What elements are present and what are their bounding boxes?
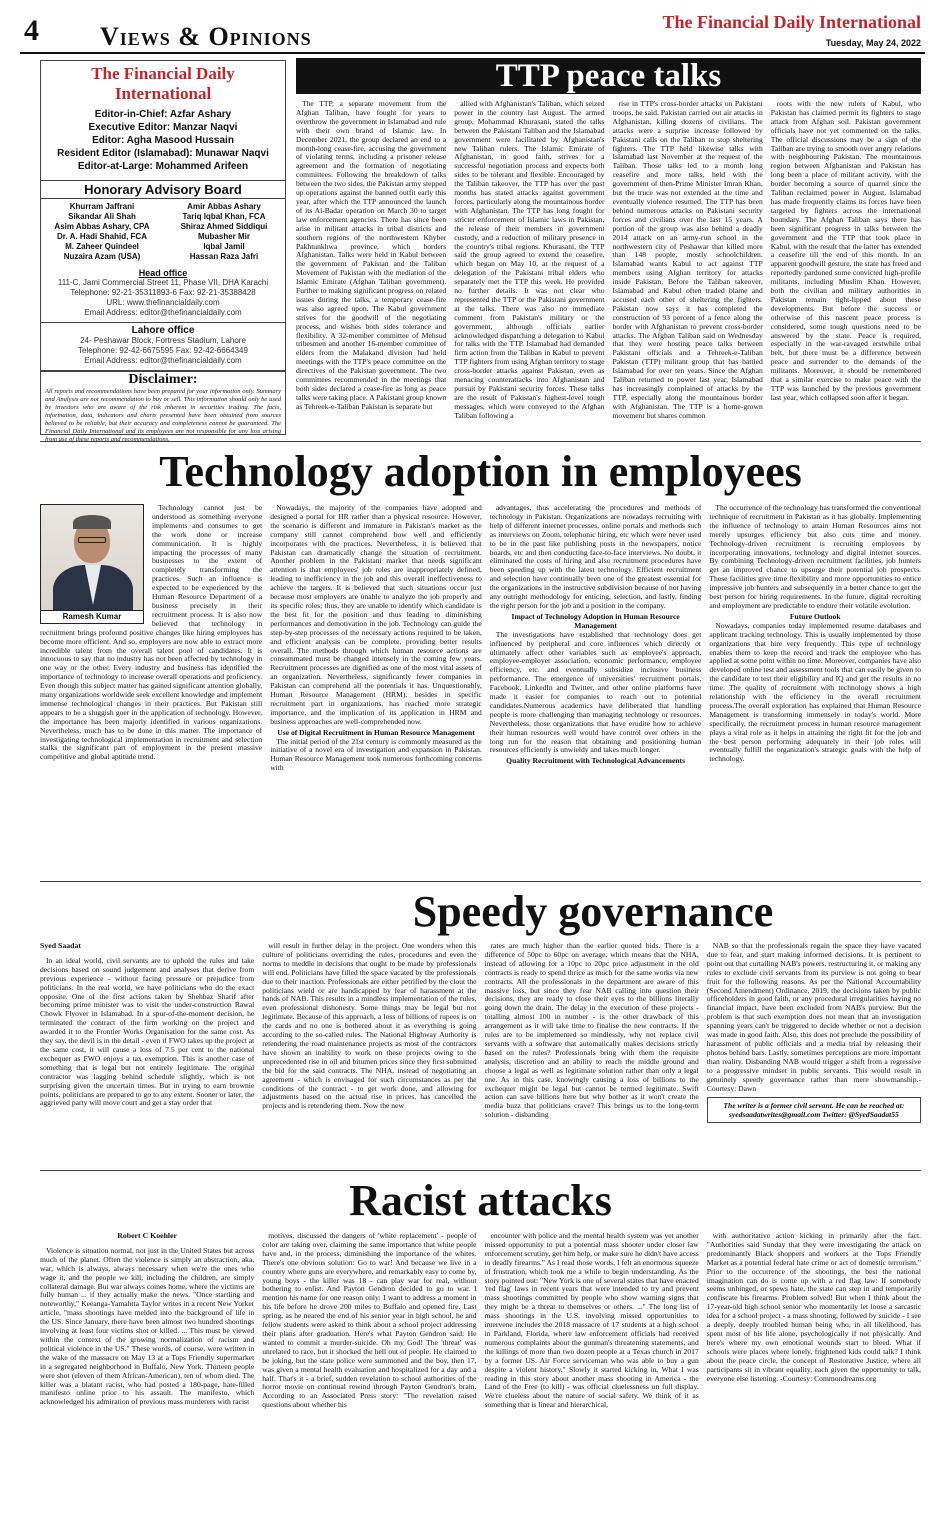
editor-line: Editor-in-Chief: Azfar Ashary — [94, 109, 232, 120]
article-column — [40, 504, 262, 876]
tech-article-body — [40, 504, 921, 876]
racist-headline: Racist attacks — [349, 1176, 612, 1225]
head-office-title: Head office — [138, 268, 188, 278]
article-text: rates are much higher than the earlier quoted bids. There is a difference of 50pc to 60pc on average, which means that the NHA, instead of allowing for a 10pc to 20pc price adjustment in the old contracts is ready to spend thrice as much for the same works via new contracts. All the professionals in the department are aware of this massive loss, but since they fear NAB calling into question their decisions, they are ready to close their eyes to the billions literally going down the drain. The delay in the execution of these projects - totalling almost 100 in number - is the other drawback of this arrangement as it will take time to finalise the new contracts. If the rules are to be implemented so mindlessly, why not replace civil servants with a software that automatically makes decisions strictly based on the rules? Professionals bring with them the requisite analysis, discretion and an ability to reach the middle ground and choose a legal as well as legitimate solution rather than only a legal one. As in this case, knowingly causing a loss of billions to the exchequer might be legal but cannot be termed legitimate. Swift action can save billions here but why bother as it won't create the media buzz that politicians crave? This brings us to the long-term solution - disbanding — [484, 942, 699, 1120]
url-line: URL: www.thefinancialdaily.com — [106, 298, 220, 307]
speedy-article-body — [40, 942, 921, 1164]
article-column — [485, 942, 699, 1164]
author-photo — [40, 504, 144, 624]
advisory-board-title: Honorary Advisory Board — [41, 180, 285, 199]
author-name: Ramesh Kumar — [41, 610, 143, 623]
lahore-office-title: Lahore office — [41, 322, 285, 336]
article-column — [262, 1232, 476, 1524]
article-column — [709, 504, 921, 876]
board-member: Tariq Iqbal Khan, FCA — [182, 212, 266, 221]
publication-date: Tuesday, May 24, 2022 — [825, 38, 921, 48]
article-text: motives, discussed the dangers of 'white replacement' - people of color are taking over, claiming the same importance that white people have and, in the process, diminishing the importance of the whites. There's one obvious solution: Go to war! And because we live in a country where guns are everywhere, and remarkably easy to come by, young boys - the killer was 18 - can play war for real, without bothering to enlist. And Payton Gendron decided to go to war. I mention his name for one reason only: I want to address a moment in his life before he drove 200 miles to Buffalo and opened fire. Last spring, as he neared the end of his senior year in high school, he and fellow students were asked to think about a school project addressing their plans after graduation. Here's what Payton Gendron said: He wanted to commit a murder-suicide. Oh my God! The 'threat' was unrelated to race, but it shocked the hell out of people. He claimed to be joking, but the state police were summoned and the boy, then 17, was given a mental health evaluation and hospitalized for a day and a half. That's it - a brief, sudden revelation to school authorities of the horror movie on continual rewind through Payton Gendron's brain. According to an Associated Press story: "The revelation raised questions about whether his — [262, 1232, 477, 1410]
article-text: allied with Afghanistan's Taliban, which seized power in the country last August. The armed group, Mohammad Khurasani, stated the talks between the Pakistani Taliban and the Islamabad government were facilitated by Afghanistan's new Taliban rulers. The Islamic Emirate of Afghanistan, in good faith, strives for a successful negotiation process and expects both sides to be tolerant and flexible. Encouraged by the Taliban takeover, the TTP has over the past months has stated attacks against government forces, particularly along the mountainous border with Afghanistan. The TTP has long fought for stricter enforcement of Islamic laws in Pakistan, the release of their members in government custody, and a reduction of military presence in the country's tribal regions. Khurasani, the TTP said the group agreed to extend the ceasefire, which began on May 10, at the request of a delegation of the Pakistani tribal elders who separately met the TTP this week. He provided no further details. It was not clear who represented the TTP or the Pakistani government at the talks. There was also no immediate comment from Pakistan's military or the government, although officials earlier acknowledged dispatching a delegation to Kabul for talks with the TTP. Islamabad had demanded firm action from the Taliban in Kabul to prevent TTP fighters from using Afghan territory to stage cross-border attacks against Pakistan, even as menacing counterattacks into Afghanistan and pursuit by Pakistani security forces. These talks are the result of Pakistan's highest-level tough messages, which were conveyed to the Afghan Taliban following a — [454, 100, 605, 420]
newspaper-brand: The Financial Daily International — [662, 12, 921, 32]
author-byline: Robert C Koehler — [117, 1232, 177, 1240]
subheading: Quality Recruitment with Technological Advancements — [506, 756, 686, 766]
board-member: Dr. A. Hadi Shahid, FCA — [57, 232, 147, 241]
racist-article-body — [40, 1232, 921, 1524]
article-column — [296, 100, 446, 437]
lahore-office-address — [41, 336, 285, 366]
article-column — [40, 1232, 254, 1524]
head-office-address — [41, 278, 285, 318]
editor-line: Resident Editor (Islamabad): Munawar Naqvi — [57, 148, 269, 159]
author-note: The writer is a former civil servant. He can be reached at: syedsaadatwrites@gmail.com Twitter: @SyedSaadat55 — [707, 1097, 921, 1123]
email-line: Email Address: editor@thefinancialdaily.com — [84, 356, 242, 365]
article-text: rise in TTP's cross-border attacks on Pakistani troops, he said. Pakistan carried out air attacks in Afghanistan, killing dozens of civilians. The attacks were a surprise increase followed by Pakistani calls on the Taliban to stop sheltering fighters. The TTP held likewise talks with Islamabad last November at the request of the Taliban. Those talks led to a month long ceasefire and more talks, held with the government of then-Prime Minister Imran Khan, but the truce was not extended at the time and eventually violence resumed. The TTP has been behind numerous attacks on Pakistani security forces and civilians over the last 15 years. A portion of the group was also behind a deadly 2014 attack on an army-run school in the northwestern city of Peshawar that killed more than 148 people, mostly schoolchildren. Islamabad wants Kabul to act against TTP members using Afghan territory for attacks inside Pakistan. Before the Taliban takeover, Islamabad and Kabul often traded blame and accused each other of sheltering the fighters. Pakistan now says it has completed the construction of 93 percent of a fence along the border with Afghanistan to prevent cross-border attacks. The Afghan Taliban said on Wednesday that they were hosting peace talks between Pakistani officials and a Tehreek-e-Taliban Pakistan (TTP) militant group that has battled Islamabad for over ten years. Since the Afghan Taliban returned to power last year, Islamabad has increasingly complained of attacks by the TTP, especially along the mountainous border with Afghanistan. The TTP is a home-grown movement but shares common — [612, 100, 763, 420]
subheading: Use of Digital Recruitment in Human Resource Management — [277, 727, 475, 737]
article-text: Nowadays, companies today implemented resume databases and applicant tracking technology. This is usually implemented by those organizations that hire very frequently. This type of technology enables them to keep the record and track the employee who has applied at some point within no time. Moreover, companies have also developed online test and assessment tools that can easily be given to the candidate to test their eligibility and IQ and get the results in no time. The quality of recruitment with technology shows a high relationship with the efficiency in the overall recruitment process.The overall exploration has explained that Human Resource Management is transforming immensely in today's world. More specifically, the recruitment process in human resource management plays a vital role as it helps in attaining the right fit for the job and the best person performing adequately in their job roles will eventually fulfill the organization's strategic goals with the help of technology. — [709, 620, 922, 764]
board-member: Shiraz Ahmed Siddiqui — [180, 222, 268, 231]
phone-line: Telephone: 92-21-35311893-6 Fax: 92-21-35388428 — [70, 288, 256, 297]
masthead-title: The Financial Daily International — [91, 64, 235, 103]
article-text: The TTP, a separate movement from the Afghan Taliban, have fought for years to overthrow the government in Islamabad and rule with their own brand of Islamic law. In December 2021, the group declared an end to a month-long cease-fire, accusing the government of violating terms, including a prisoner release agreement and the formation of negotiating committees. Following the breakdown of talks between the two sides, the Pakistan army stepped up operations against the banned outfit early this year, after which the TTP announced the launch of its Al-Badar operation on March 30 to target law enforcement agencies. There has since been arise in militant attacks in tribal districts and southern regions of the northwestern Khyber Pakhtunkhwa province, which borders Afghanistan. Talks were held in Kabul between the government of Pakistan and the Taliban Movement of Pakistan with the mediation of the Islamic Emirate (Afghan Taliban government). Further to making significant progress on related issues during the talks, a temporary cease-fire was also agreed upon. The Kabul government strives for the goodwill of the negotiating process, and wishes both sides tolerance and flexibility. A 32-member committee of Mehsud tribesmen and another 16-member committee of elders from the Malakand division had held meetings with the TTP's peace committee on the directives of the Pakistan government. The two committees recommended in the meetings that both sides declared a cease-fire as long as peace talks were taking place. A Pakistani group known as Tehreek-e-Taliban Pakistan is separate but — [296, 100, 447, 411]
article-text: In an ideal world, civil servants are to uphold the rules and take decisions based on sound judgement and analyses that derive from previous experience - without facing pressure or prejudice from politicians. In the real world, we have politicians who do the exact opposite. One of the first actions taken by Shehbaz Sharif after becoming prime minister was to visit the under-construction Rawal Chowk Flyover in Islamabad. In a spur-of-the-moment decision, he terminated the contract of the firm working on the project and awarded it to the Frontier Works Organisation for the same cost. As they say, the devil is in the detail - even if FWO takes up the project at the same cost, it will cause a loss of 7.5 per cent to the national exchequer as FWO enjoys a tax exemption. This is another case of something that is legal but not entirely legitimate. The original contractor was lagging behind schedule slightly, which is not surprising given the uncertain times. But in trying to earn brownie points, politicians are prepared to go to any extent. Sooner or later, the aggrieved party will move court and get a stay order that — [40, 955, 255, 1108]
section-divider — [40, 1170, 921, 1171]
article-text: The occurrence of the technology has transformed the conventional technique of recruitment in Pakistan as it has globally. Implementing the influence of technology to attain Human Resources aims not merely upsurges efficiency but also cuts time and money. Technology-driven recruitment is recruiting employees by incorporating innovations, technology and digital internet sources. By combining Technology-driven recruitment facilities, job hunters get an improved chance to upsurge their potential job prospects. These facilities give time flexibility and more opportunities to entice impressive job hunters and subsequently in a better chance to get the best person for hiring requirements. In the future, digital recruiting and employment are predictable to endure their volatile evolution. — [709, 504, 922, 610]
article-text: The investigations have established that technology does get influenced by peripheral and core influences which directly or ultimately affect other variables such as employee's approach, employee-employer association, economic performance, employee efficiency, etc. and eventually subsidize inclusive business performance. The emergence of universities' recruitment portals, Facebook, LinkedIn and Twitter, and other online platforms have made it easier for companies to reach out to potential candidates.Numerous academics have deliberated that handling people is more challenging than managing technology or resources. Nevertheless, those organizations that have erudite how to achieve their human resources well would have control over others in the long run for the reason that obtaining and positioning human resources efficiently is unwieldy and takes much longer. — [489, 629, 702, 755]
article-column — [454, 100, 604, 437]
phone-line: Telephone: 92-42-6675595 Fax: 92-42-6664349 — [78, 346, 248, 355]
article-column — [490, 504, 702, 876]
editor-line: Executive Editor: Manzar Naqvi — [88, 122, 238, 133]
board-member: Hassan Raza Jafri — [189, 252, 259, 261]
article-column — [613, 100, 763, 437]
address-line: 24- Peshawar Block, Fortress Stadium, Lahore — [80, 336, 246, 345]
speedy-headline: Speedy governance — [412, 887, 774, 936]
article-text: Violence is situation normal, not just in the United States but across much of the planet. Often the violence is simply an abstraction, aka, war, which is always, always necessary when we're the ones who wage it, and the people we kill, including the children, are simply collateral damage. But war always comes home, where the victims are fully human ... if they actually make the news. "Once startling and noteworthy," Keeanga-Yamahtta Taylor writes in a recent New Yorker article, "mass shootings have melded into the background of life in the US. Since January, there have been almost two hundred shootings involving at least four victims shot or killed. ... This must be viewed within the context of the growing normalization of racism and political violence in the US." These words, of course, were written in the wake of the massacre on May 13 at a Tops Friendly supermarket in a segregated neighborhood in Buffalo, New York. Thirteen people were shot (eleven of them African-American), ten of whom died. The killer was a blatant racist, who had posted a 180-page, hate-filled manifesto online prior to his assault. The manifesto, which acknowledged his admiration of previous mass murderers with racist — [40, 1245, 255, 1407]
editor-list — [41, 108, 285, 173]
masthead-box — [40, 60, 286, 443]
board-column-left — [41, 202, 163, 262]
board-member: Asim Abbas Ashary, CPA — [54, 222, 150, 231]
subheading: Future Outlook — [789, 611, 841, 621]
page-number: 4 — [24, 14, 39, 47]
board-column-right — [163, 202, 285, 262]
board-member: Mubasher Mir — [197, 232, 250, 241]
board-member: Sikandar Ali Shah — [68, 212, 136, 221]
board-member: Iqbal Jamil — [203, 242, 245, 251]
article-text: NAB so that the professionals regain the space they have vacated due to fear, and start making informed decisions. It is pertinent to point out that curtailing NAB's powers, restructuring it, or making any rules to exclude civil servants from its purview is not going to bear fruit for the following reasons. As per the National Accountability (Second Amendment) Ordinance, 2019, the decisions taken by public officeholders in good faith, or any procedural irregularities having no financial impact, have been excluded from NAB's purview. But the problem is that such exemption does not mean that an investigation spanning years can't be triggered to decide whether or not a decision was made in good faith. Also, this does not preclude the possibility of harassment of public officials and a media trial by releasing their photos behind bars. Lastly, sometimes perceptions are more important than reality. Disbanding NAB would trigger a shift from a regressive to a progressive mindset in public servants. This would result in genuinely speedy governance rather than mere showmanship.-Courtesy: Dawn — [706, 942, 921, 1093]
board-member: M. Zaheer Quindeel — [65, 242, 139, 251]
article-text: with authoritative action kicking in primarily after the fact. "Authorities said Sunday that they were investigating the attack on predominantly Black shoppers and workers at the Tops Friendly Market as a potential federal hate crime or act of domestic terrorism." Prior to the occurrence of the shootings, the best the national imagination can do is come up with a red flag law: If somebody seems unhinged, or spews hate, the state can step in and temporarily confiscate his firearms. Problem solved! But when I think about the 17-year-old high school senior who momentarily let loose a sarcastic idea for a school project - a mass shooting, followed by suicide - I see a deeply, deeply troubled human being who, in all likelihood, has spent most of his life alone, psychologically if not physically. And here's where my own emotional wounds start to bleed. What if schools were places where lonely, frightened kids could talk? I think about the peace circle, the concept of Restorative Justice, where all participants sit in vibrant equality, each given the opportunity to talk, everyone else listening. -Courtesy: Commondreams.org — [706, 1232, 921, 1383]
section-divider — [40, 881, 921, 882]
disclaimer-title: Disclaimer: — [41, 370, 285, 388]
article-text: The initial period of the 21st century is commonly measured as the initiative of a novel era of investigation and expansion in Pakistan. Human Resource Management took numerous forthcoming concerns with — [270, 736, 482, 773]
article-text: roots with the new rulers of Kabul, who Pakistan has claimed permit its fighters to stage attack from Afghan soil. Pakistan government officials have not yet commented on the talks. The official discussions may be a sign of the Taliban are trying to smooth over angry relations with neighbouring Pakistan. The mountainous region between Afghanistan and Pakistan has long been a place of militant activity, with the border becoming a source of quarrel since the Taliban reclaimed power in August. Islamabad has made frequently claims its forces have been targeted by fighters across the international boundary. The Afghan Taliban says there has been significant progress in talks between the government and the TTP that took place in Kabul, with the result that the latter has extended a ceasefire till the end of this month. In an apparent goodwill gesture, the state has freed and reportedly pardoned some convicted high-profile militants, including Muslim Khan. However, both the civilian and military authorities in Pakistan remain tight-lipped about these developments. But before the success or otherwise of this nascent peace process is considered, some tough questions need to be answered by the state. Peace is required, especially in the war-ravaged erstwhile tribal belt, but there must be a difference between peace and surrender to the demands of the militants. Moreover, it should be remembered that a similar exercise to make peace with the TTP was launched by the previous government last year, which collapsed soon after it began. — [770, 100, 921, 402]
article-text: Technology cannot just be understood as something everyone implements and consumes to get the work done or increase communication. It is highly impacting the processes of many businesses to the extent of completely transforming the practices. Such an influence is expected to be experienced by the Human Resource Department of a business precisely in their recruitment process. It is also now believed that technology in recruitment brings profound positive changes like hiring employees has become more efficient. And so, employers are now able to extract more incredible talent from the overall talent pool of candidates. It is innocuous to say that no industry has not been affected by technology in one way or the other. Every industry and business has identified the importance of technology to increase overall operations and proficiency. Even though this subject matter has gained significant attention globally, many organizations worldwide seek excellent knowledge and implement immense technological changes in their practices. But Pakistan still appears to be a sluggish goer in the application of technology. However, the importance has been majorly identified in various organizations. Nevertheless, much has to be done in this matter. The importance of investigating technological implementation in recruitment and selection stalks the significant part of employment in the present massive competitive and global aptitude trend. — [40, 504, 263, 762]
ttp-headline: TTP peace talks — [296, 58, 921, 94]
article-text: encounter with police and the mental health system was yet another missed opportunity to put a potential mass shooter under closer law enforcement scrutiny, get him help, or make sure he didn't have access to deadly firearms." As I read those words, I felt an enormous squeeze of frustration, which took me a while to begin understanding. As the story pointed out: "New York is one of several states that have enacted 'red flag' laws in recent years that were intended to try and prevent mass shootings committed by people who show warning signs that they might be a threat to themselves or others. ..." The long list of mass shootings in the U.S. involving missed opportunities to intervene includes the 2018 massacre of 17 students at a high school in Parkland, Florida, where law enforcement officials had received numerous complaints about the gunman's threatening statements, and the killings of more than two dozen people at a Texas church in 2017 by a former US. Air Force serviceman who was able to buy a gun despite a violent history." Slowly it started kicking in. What I was reading in this story about another mass shooting in America - the Land of the Free (to kill) - was official cluelessness on full display. We're clueless about the nature of social safety. We think of it as something that is linear and hierarchical, — [484, 1232, 699, 1410]
disclaimer-text: All reports and recommendations have been prepared for your information only. Summary and Analysis are not recommendation to buy or sell. This information should only be used by investors who are aware of the risk inherent in securities trading. The facts, information, data, indicators and charts presented have been obtained from sources believed to be reliable, but their accuracy and completeness cannot be guaranteed. The Financial Daily International and its employees are not responsible for any loss arising from use of these reports and recommendations. — [45, 388, 281, 443]
article-column — [485, 1232, 699, 1524]
article-column — [771, 100, 921, 437]
address-line: 111-C, Jami Commercial Street 11, Phase VII, DHA Karachi — [57, 278, 269, 287]
author-byline: Syed Saadat — [40, 942, 81, 950]
article-text: will result in further delay in the project. One wonders when this culture of politicians overriding the rules, procedures and even the norms to meddle in decisions that ought to be made by professionals will end. Politicians have filled the space vacated by the professionals due to their inaction. Professionals are either petrified by the clout the politicians wield or are handicapped by fear of harassment at the hands of NAB. This results in a mindless implementation of the rules, even professional dishonesty. Some things may be legal but not legitimate. Because of this approach, a loss of billions of rupees is on the cards and no one is bothered about it as everything is going according to the so-called rules. The National Highway Authority is retendering the road maintenance projects as most of the contractors have shown an inability to work on these projects owing to the unprecedented rise in oil and bitumen prices since they first submitted the bid for the said contracts. The NHA, instead of negotiating an agreement - which is envisaged for such circumstances as per the conditions of the contract - to get work done, and allowing for adjustments based on the actual rise in prices, has cancelled the projects and is retendering them. Now the new — [262, 942, 477, 1111]
board-member: Khurram Jaffrani — [69, 202, 135, 211]
article-column — [270, 504, 482, 876]
board-member: Nuzaira Azam (USA) — [63, 252, 141, 261]
article-column — [262, 942, 476, 1164]
article-text: advantages, thus accelerating the procedures and methods of technology in Pakistan. Organizations are nowadays recruiting with help of different internet processes, online portals and methods such as interviews on Zoom, telephonic hiring, etc which were never used to be in the past like publishing posts in the newspapers, notice boards, etc and then conducting face-to-face interviews. No doubt, it eliminated the costs of hiring and also recruitment procedures have been speeding up with the latest technology. Efficient recruitment and selection have continually been one of the greatest essential for the organizations in the instructive subdivision because of not having any outright methodology for enticing, selection, and lastly, finding the right person for the job and a position in the company. — [489, 504, 702, 610]
article-column — [707, 942, 921, 1164]
subheading: Impact of Technology Adoption in Human Resource Management — [511, 611, 680, 630]
advisory-board-list — [41, 202, 285, 262]
editor-line: Editor: Agha Masood Hussain — [92, 135, 234, 146]
board-member: Amir Abbas Ashary — [187, 202, 261, 211]
article-column — [40, 942, 254, 1164]
header-rule — [20, 52, 925, 54]
section-divider — [40, 441, 921, 442]
email-line: Email Address: editor@thefinancialdaily.com — [84, 308, 242, 317]
tech-headline: Technology adoption in employees — [159, 447, 802, 496]
editor-line: Editor-at-Large: Mohammed Arifeen — [77, 161, 249, 172]
article-text: Nowadays, the majority of the companies have adopted and designed a portal for HR rather than a physical resource. However, the scenario is different and immature in Pakistan's market as the company still cannot comprehend how well and efficiently incorporates with the practices. Nevertheless, it is believed that Pakistan can dramatically change the situation of recruitment. Another problem in the Pakistani market that needs significant attention is that employees' job roles are inappropriately defined, leading to inefficiency in the job and this overall ineffectiveness to achieve the targets. It is believed that such situations occur just because most employers are unable to analyze the job properly and its specific roles; thus, they are unable to identify which candidate is the best fit for the position and thus leading to diminishing performances and demotivation in the job. Technology can guide the step-by-step processes of the necessary actions required to be taken, and efficient analysis can be complete, providing better results overall. The methods through which human resource actions are consummated must be changed intensely in the coming few years. Recruitment processes are dignified as one of the most vital assets of an organization. Nevertheless, significantly fewer companies in Pakistan can comprehend all the potentials it has. Unquestionably, Human Resource Management (HRM), besides in specific recruitment part in organizations, has reached more strategic importance, and the implication of its application in HRM and business approaches are well-comprehended now. — [270, 504, 482, 726]
ttp-article-body — [296, 100, 921, 437]
section-title: Views & Opinions — [100, 22, 312, 51]
article-column — [707, 1232, 921, 1524]
